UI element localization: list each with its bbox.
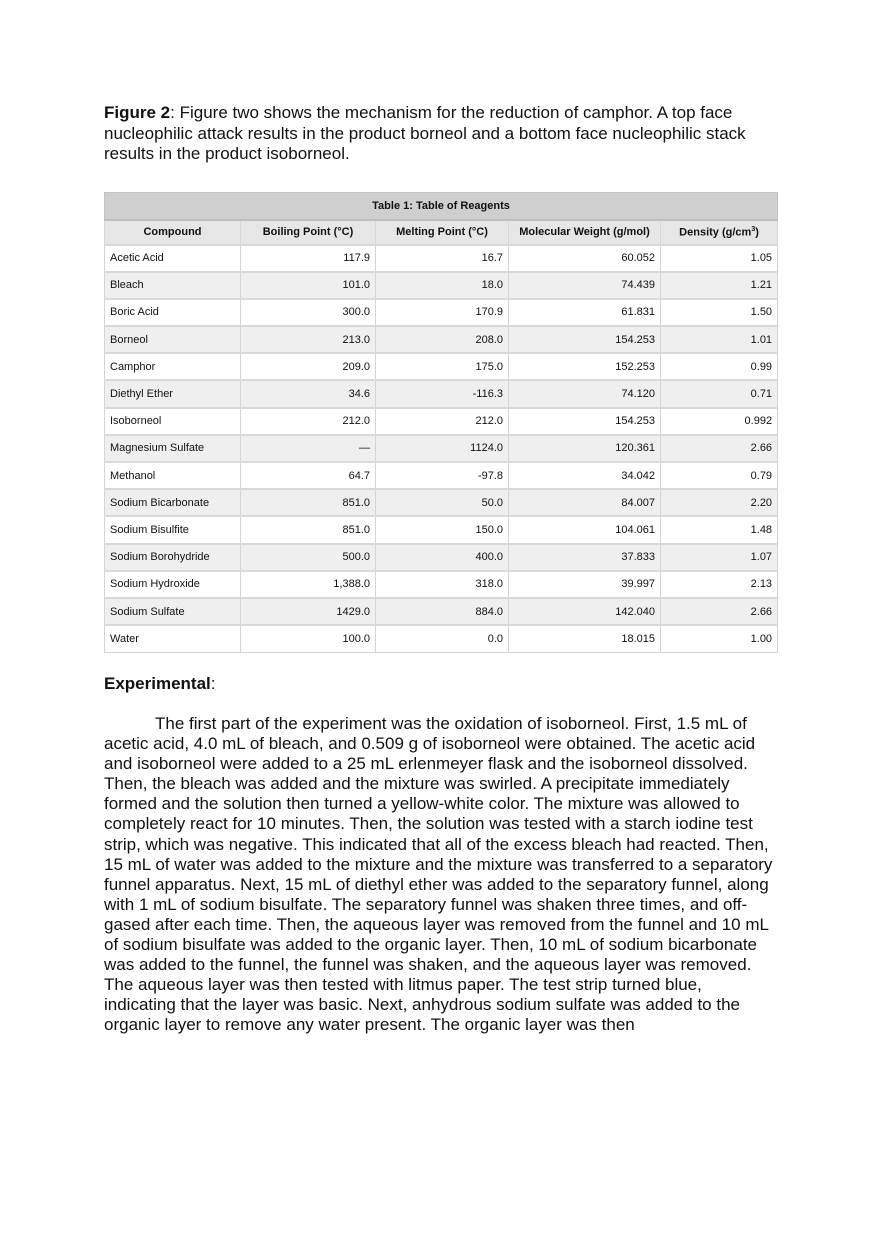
table-row xyxy=(105,516,778,543)
header-density-sup: 3 xyxy=(751,225,756,233)
section-heading-experimental xyxy=(104,674,216,694)
cell-molecular-weight: 84.007 xyxy=(509,489,661,516)
table-row xyxy=(105,544,778,571)
cell-molecular-weight: 142.040 xyxy=(509,598,661,625)
figure-separator: : xyxy=(170,103,175,122)
cell-molecular-weight: 61.831 xyxy=(509,299,661,326)
cell-compound: Magnesium Sulfate xyxy=(105,435,241,462)
cell-density: 1.50 xyxy=(661,299,778,326)
cell-density: 0.79 xyxy=(661,462,778,489)
cell-compound: Water xyxy=(105,625,241,652)
cell-compound: Boric Acid xyxy=(105,299,241,326)
table-row xyxy=(105,462,778,489)
table-row xyxy=(105,408,778,435)
header-molecular-weight: Molecular Weight (g/mol) xyxy=(509,220,661,245)
cell-melting-point: 150.0 xyxy=(376,516,509,543)
section-heading-suffix: : xyxy=(210,674,216,693)
cell-density: 2.20 xyxy=(661,489,778,516)
cell-density: 0.99 xyxy=(661,353,778,380)
cell-compound: Sodium Sulfate xyxy=(105,598,241,625)
cell-melting-point: -116.3 xyxy=(376,380,509,407)
section-heading-text: Experimental xyxy=(104,674,211,693)
cell-density: 1.01 xyxy=(661,326,778,353)
cell-molecular-weight: 154.253 xyxy=(509,326,661,353)
header-boiling-point: Boiling Point (°C) xyxy=(241,220,376,245)
figure-label: Figure 2 xyxy=(104,103,171,122)
cell-compound: Sodium Bisulfite xyxy=(105,516,241,543)
header-density-close: ) xyxy=(755,226,759,239)
cell-boiling-point: 851.0 xyxy=(241,489,376,516)
cell-boiling-point: 100.0 xyxy=(241,625,376,652)
cell-density: 2.13 xyxy=(661,571,778,598)
cell-boiling-point: 64.7 xyxy=(241,462,376,489)
cell-melting-point: 400.0 xyxy=(376,544,509,571)
cell-compound: Borneol xyxy=(105,326,241,353)
cell-molecular-weight: 152.253 xyxy=(509,353,661,380)
cell-molecular-weight: 154.253 xyxy=(509,408,661,435)
cell-melting-point: 175.0 xyxy=(376,353,509,380)
header-density-text: Density (g/cm xyxy=(679,226,752,239)
cell-boiling-point: 212.0 xyxy=(241,408,376,435)
table-row xyxy=(105,326,778,353)
figure-caption-text: Figure two shows the mechanism for the reduction of camphor. A top face nucleophilic attack results in the product borneol and a bottom face nucleophilic stack results in the product isoborneol. xyxy=(104,103,746,163)
cell-molecular-weight: 37.833 xyxy=(509,544,661,571)
table-row xyxy=(105,380,778,407)
cell-density: 0.992 xyxy=(661,408,778,435)
cell-density: 1.00 xyxy=(661,625,778,652)
figure-caption xyxy=(104,103,784,165)
cell-melting-point: 170.9 xyxy=(376,299,509,326)
header-melting-point: Melting Point (°C) xyxy=(376,220,509,245)
table-row xyxy=(105,299,778,326)
table-row xyxy=(105,571,778,598)
cell-density: 1.48 xyxy=(661,516,778,543)
cell-melting-point: 16.7 xyxy=(376,245,509,272)
cell-melting-point: 0.0 xyxy=(376,625,509,652)
table-row xyxy=(105,272,778,299)
cell-density: 1.07 xyxy=(661,544,778,571)
reagents-table xyxy=(104,192,778,653)
table-row xyxy=(105,245,778,272)
cell-density: 1.21 xyxy=(661,272,778,299)
cell-melting-point: 884.0 xyxy=(376,598,509,625)
cell-boiling-point: 300.0 xyxy=(241,299,376,326)
cell-molecular-weight: 74.120 xyxy=(509,380,661,407)
cell-boiling-point: 851.0 xyxy=(241,516,376,543)
table-row xyxy=(105,598,778,625)
cell-compound: Camphor xyxy=(105,353,241,380)
cell-boiling-point: 209.0 xyxy=(241,353,376,380)
cell-melting-point: 212.0 xyxy=(376,408,509,435)
cell-boiling-point: 1429.0 xyxy=(241,598,376,625)
cell-melting-point: 318.0 xyxy=(376,571,509,598)
cell-compound: Acetic Acid xyxy=(105,245,241,272)
cell-molecular-weight: 74.439 xyxy=(509,272,661,299)
cell-density: 2.66 xyxy=(661,435,778,462)
table-row xyxy=(105,489,778,516)
cell-compound: Sodium Bicarbonate xyxy=(105,489,241,516)
cell-boiling-point: 101.0 xyxy=(241,272,376,299)
cell-compound: Isoborneol xyxy=(105,408,241,435)
cell-melting-point: 50.0 xyxy=(376,489,509,516)
cell-boiling-point: 213.0 xyxy=(241,326,376,353)
header-compound: Compound xyxy=(105,220,241,245)
cell-molecular-weight: 120.361 xyxy=(509,435,661,462)
cell-boiling-point: 34.6 xyxy=(241,380,376,407)
cell-melting-point: 18.0 xyxy=(376,272,509,299)
table-header-row xyxy=(105,220,778,245)
cell-compound: Diethyl Ether xyxy=(105,380,241,407)
cell-melting-point: -97.8 xyxy=(376,462,509,489)
cell-melting-point: 208.0 xyxy=(376,326,509,353)
table-row xyxy=(105,625,778,652)
table-row xyxy=(105,353,778,380)
cell-molecular-weight: 104.061 xyxy=(509,516,661,543)
cell-density: 0.71 xyxy=(661,380,778,407)
table-title-row xyxy=(105,193,778,220)
cell-boiling-point: 117.9 xyxy=(241,245,376,272)
cell-boiling-point: 500.0 xyxy=(241,544,376,571)
cell-melting-point: 1124.0 xyxy=(376,435,509,462)
cell-boiling-point: — xyxy=(241,435,376,462)
table-title: Table 1: Table of Reagents xyxy=(105,193,778,220)
experimental-paragraph: The first part of the experiment was the oxidation of isoborneol. First, 1.5 mL of acetic acid, 4.0 mL of bleach, and 0.509 g of isoborneol were obtained. The acetic acid and isoborneol were added to a 25 mL erlenmeyer flask and the isoborneol dissolved. Then, the bleach was added and the mixture was swirled. A precipitate immediately formed and the solution then turned a yellow-white color. The mixture was allowed to completely react for 10 minutes. Then, the solution was tested with a starch iodine test strip, which was negative. This indicated that all of the excess bleach had reacted. Then, 15 mL of water was added to the mixture and the mixture was transferred to a separatory funnel apparatus. Next, 15 mL of diethyl ether was added to the separatory funnel, along with 1 mL of sodium bisulfate. The separatory funnel was shaken three times, and off-gased after each time. Then, the aqueous layer was removed from the funnel and 10 mL of sodium bisulfate was added to the organic layer. Then, 10 mL of sodium bicarbonate was added to the funnel, the funnel was shaken, and the aqueous layer was removed. The aqueous layer was then tested with litmus paper. The test strip turned blue, indicating that the layer was basic. Next, anhydrous sodium sulfate was added to the organic layer to remove any water present. The organic layer was then xyxy=(104,714,773,1035)
cell-compound: Methanol xyxy=(105,462,241,489)
cell-molecular-weight: 60.052 xyxy=(509,245,661,272)
cell-compound: Bleach xyxy=(105,272,241,299)
cell-density: 2.66 xyxy=(661,598,778,625)
header-density xyxy=(661,220,778,245)
cell-density: 1.05 xyxy=(661,245,778,272)
cell-compound: Sodium Borohydride xyxy=(105,544,241,571)
table-row xyxy=(105,435,778,462)
cell-molecular-weight: 39.997 xyxy=(509,571,661,598)
cell-molecular-weight: 18.015 xyxy=(509,625,661,652)
cell-compound: Sodium Hydroxide xyxy=(105,571,241,598)
cell-molecular-weight: 34.042 xyxy=(509,462,661,489)
cell-boiling-point: 1,388.0 xyxy=(241,571,376,598)
